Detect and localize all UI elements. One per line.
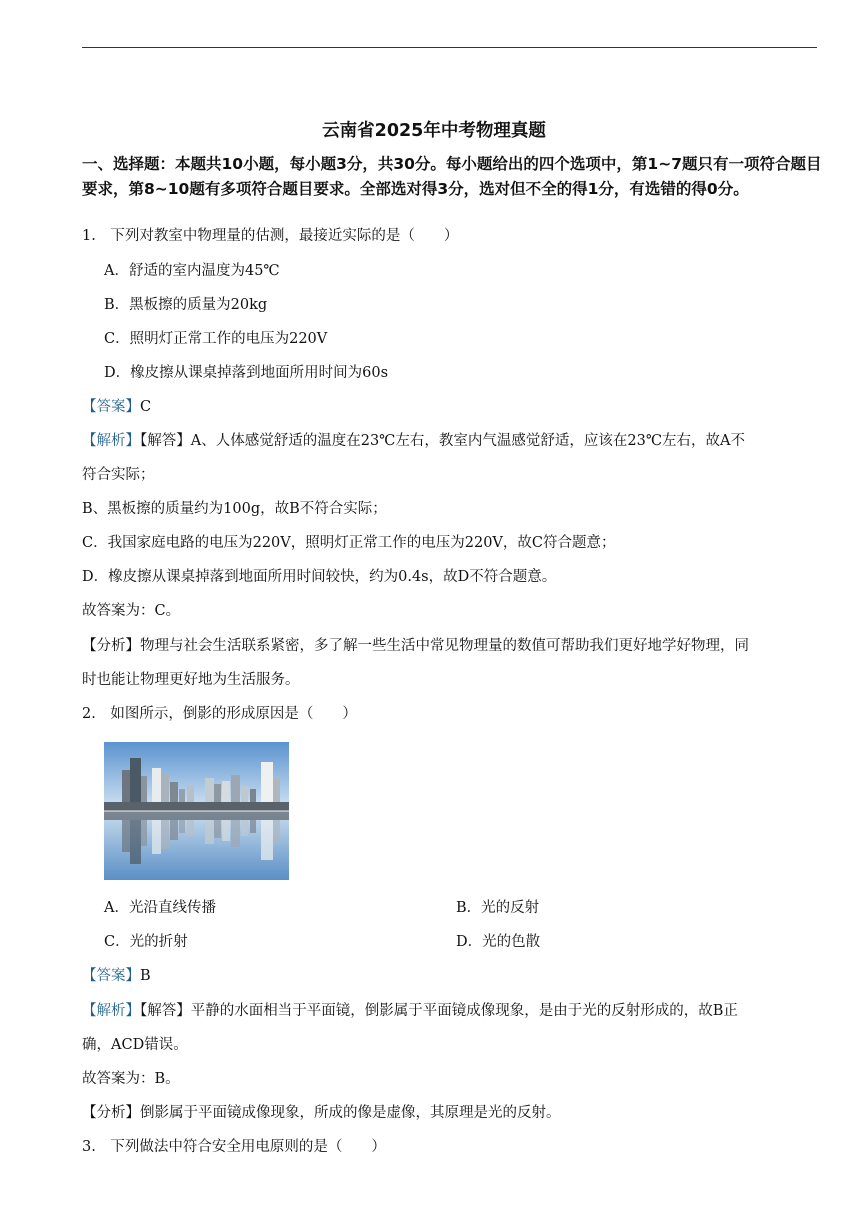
comment-tag: 【分析】 bbox=[82, 638, 140, 654]
answer-tag: 【答案】 bbox=[82, 968, 140, 984]
header-rule bbox=[82, 47, 817, 48]
q1-option-c: C．照明灯正常工作的电压为220V bbox=[104, 331, 328, 347]
analysis-tag: 【解析】 bbox=[82, 433, 140, 449]
q1-comment bbox=[82, 636, 749, 656]
q2-option-d: D．光的色散 bbox=[456, 934, 541, 950]
q1-answer-value: C bbox=[140, 399, 152, 415]
q2-analysis bbox=[82, 1001, 738, 1021]
question-3-stem: 3. 下列做法中符合安全用电原则的是（ ） bbox=[82, 1139, 386, 1155]
q2-option-a: A．光沿直线传播 bbox=[104, 900, 216, 916]
q2-comment-text: 倒影属于平面镜成像现象，所成的像是虚像，其原理是光的反射。 bbox=[140, 1105, 561, 1121]
q1-analysis-line2: 符合实际； bbox=[82, 467, 155, 483]
q2-answer-value: B bbox=[140, 968, 151, 984]
section-heading: 一、选择题：本题共10小题，每小题3分，共30分。每小题给出的四个选项中，第1~7题只有一项符合题目要求，第8~10题有多项符合题目要求。全部选对得3分，选对但不全的得1分，有选错的得0分。 bbox=[82, 155, 822, 198]
q1-option-b: B．黑板擦的质量为20kg bbox=[104, 297, 268, 313]
q2-answer bbox=[82, 966, 151, 986]
q2-option-b: B．光的反射 bbox=[456, 900, 540, 916]
q1-analysis-line1: 【解答】A、人体感觉舒适的温度在23℃左右，教室内气温感觉舒适，应该在23℃左右，故A不 bbox=[140, 433, 746, 449]
q1-analysis-c: C．我国家庭电路的电压为220V，照明灯正常工作的电压为220V，故C符合题意； bbox=[82, 535, 616, 551]
q2-option-c: C．光的折射 bbox=[104, 934, 188, 950]
q1-comment-line1: 物理与社会生活联系紧密，多了解一些生活中常见物理量的数值可帮助我们更好地学好物理，同 bbox=[140, 638, 749, 654]
q2-analysis-line1: 【解答】平静的水面相当于平面镜，倒影属于平面镜成像现象，是由于光的反射形成的，故B正 bbox=[140, 1003, 738, 1019]
q2-comment bbox=[82, 1103, 561, 1123]
q1-option-d: D．橡皮擦从课桌掉落到地面所用时间为60s bbox=[104, 365, 389, 381]
q2-analysis-line2: 确，ACD错误。 bbox=[82, 1037, 188, 1053]
question-1-stem: 1. 下列对教室中物理量的估测，最接近实际的是（ ） bbox=[82, 228, 459, 244]
q1-conclusion: 故答案为：C。 bbox=[82, 603, 181, 619]
comment-tag: 【分析】 bbox=[82, 1105, 140, 1121]
q1-analysis-d: D．橡皮擦从课桌掉落到地面所用时间较快，约为0.4s，故D不符合题意。 bbox=[82, 569, 557, 585]
analysis-tag: 【解析】 bbox=[82, 1003, 140, 1019]
answer-tag: 【答案】 bbox=[82, 399, 140, 415]
question-2-stem: 2. 如图所示，倒影的形成原因是（ ） bbox=[82, 706, 357, 722]
q1-answer bbox=[82, 397, 151, 417]
q1-comment-line2: 时也能让物理更好地为生活服务。 bbox=[82, 672, 300, 688]
page-title: 云南省2025年中考物理真题 bbox=[322, 121, 546, 141]
q1-option-a: A．舒适的室内温度为45℃ bbox=[104, 263, 280, 279]
city-reflection-photo bbox=[104, 742, 289, 880]
q1-analysis-b: B、黑板擦的质量约为100g，故B不符合实际； bbox=[82, 501, 387, 517]
q1-analysis bbox=[82, 431, 745, 451]
q2-conclusion: 故答案为：B。 bbox=[82, 1071, 180, 1087]
